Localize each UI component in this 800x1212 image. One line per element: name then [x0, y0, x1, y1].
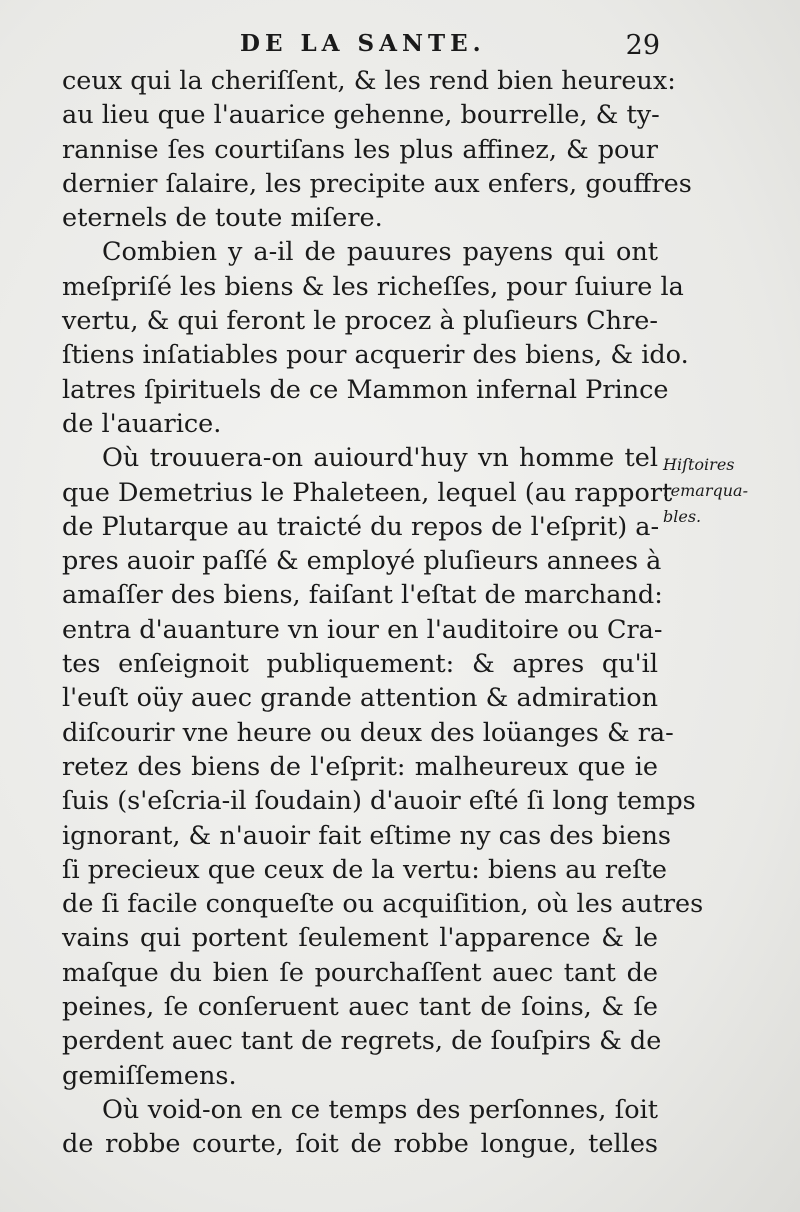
text-line: amaſſer des biens, faiſant l'eſtat de marchand: [62, 580, 663, 611]
text-line: maſque du bien ſe pourchaſſent auec tant de [62, 957, 658, 988]
text-line: dernier ſalaire, les precipite aux enfers, gouffres [62, 168, 692, 199]
text-line: au lieu que l'auarice gehenne, bourrelle, & ty- [62, 100, 660, 131]
margin-note [663, 452, 783, 530]
text-line: ſtiens inſatiables pour acquerir des biens, & ido. [62, 340, 689, 371]
text-line: perdent auec tant de regrets, de ſouſpirs & de [62, 1026, 662, 1057]
text-line: ſi precieux que ceux de la vertu: biens au reſte [62, 854, 667, 885]
text-line: de Plutarque au traicté du repos de l'eſprit) a- [62, 511, 660, 542]
text-line: ignorant, & n'auoir fait eſtime ny cas des biens [62, 820, 671, 851]
text-line: Où void-on en ce temps des perſonnes, ſoit [102, 1094, 658, 1125]
text-line: de robbe courte, ſoit de robbe longue, telles [62, 1129, 658, 1160]
running-head: DE LA SANTE. [240, 30, 486, 57]
text-line: rannise ſes courtiſans les plus affinez, & pour [62, 134, 658, 165]
text-line: pres auoir paſſé & employé pluſieurs annees à [62, 546, 662, 577]
text-line: diſcourir vne heure ou deux des loüanges & ra- [62, 717, 674, 748]
text-line: latres ſpirituels de ce Mammon infernal Prince [62, 374, 669, 405]
text-line: eternels de toute miſere. [62, 203, 383, 234]
text-line: retez des biens de l'eſprit: malheureux que ie [62, 751, 658, 782]
text-line: gemiſſemens. [62, 1060, 237, 1091]
text-line: Combien y a-il de pauures payens qui ont [102, 237, 658, 268]
page-number: 29 [625, 30, 660, 61]
text-line: tes enſeignoit publiquement: & apres qu'il [62, 649, 658, 680]
text-line: Où trouuera-on auiourd'huy vn homme tel [102, 443, 658, 474]
text-line: vertu, & qui feront le procez à pluſieurs Chre- [62, 306, 658, 337]
text-line: meſpriſé les biens & les richeſſes, pour ſuiure la [62, 271, 684, 302]
text-line: de ſi facile conqueſte ou acquiſition, où les autres [62, 889, 704, 920]
text-line: que Demetrius le Phaleteen, lequel (au rapport [62, 477, 673, 508]
text-line: ceux qui la cheriſſent, & les rend bien heureux: [62, 66, 676, 96]
text-line: entra d'auanture vn iour en l'auditoire ou Cra- [62, 614, 663, 645]
text-line: l'euſt oüy auec grande attention & admiration [62, 683, 658, 714]
margin-note-line: bles. [663, 507, 702, 526]
margin-note-line: Hiſtoires [663, 455, 735, 474]
page-header [240, 30, 660, 64]
text-line: ſuis (s'eſcria-il ſoudain) d'auoir eſté ſi long temps [62, 786, 696, 817]
text-line: de l'auarice. [62, 408, 222, 439]
text-line: peines, ſe conſeruent auec tant de ſoins, & ſe [62, 992, 658, 1023]
text-line: vains qui portent ſeulement l'apparence & le [62, 923, 658, 954]
margin-note-line: remarqua- [663, 481, 748, 500]
